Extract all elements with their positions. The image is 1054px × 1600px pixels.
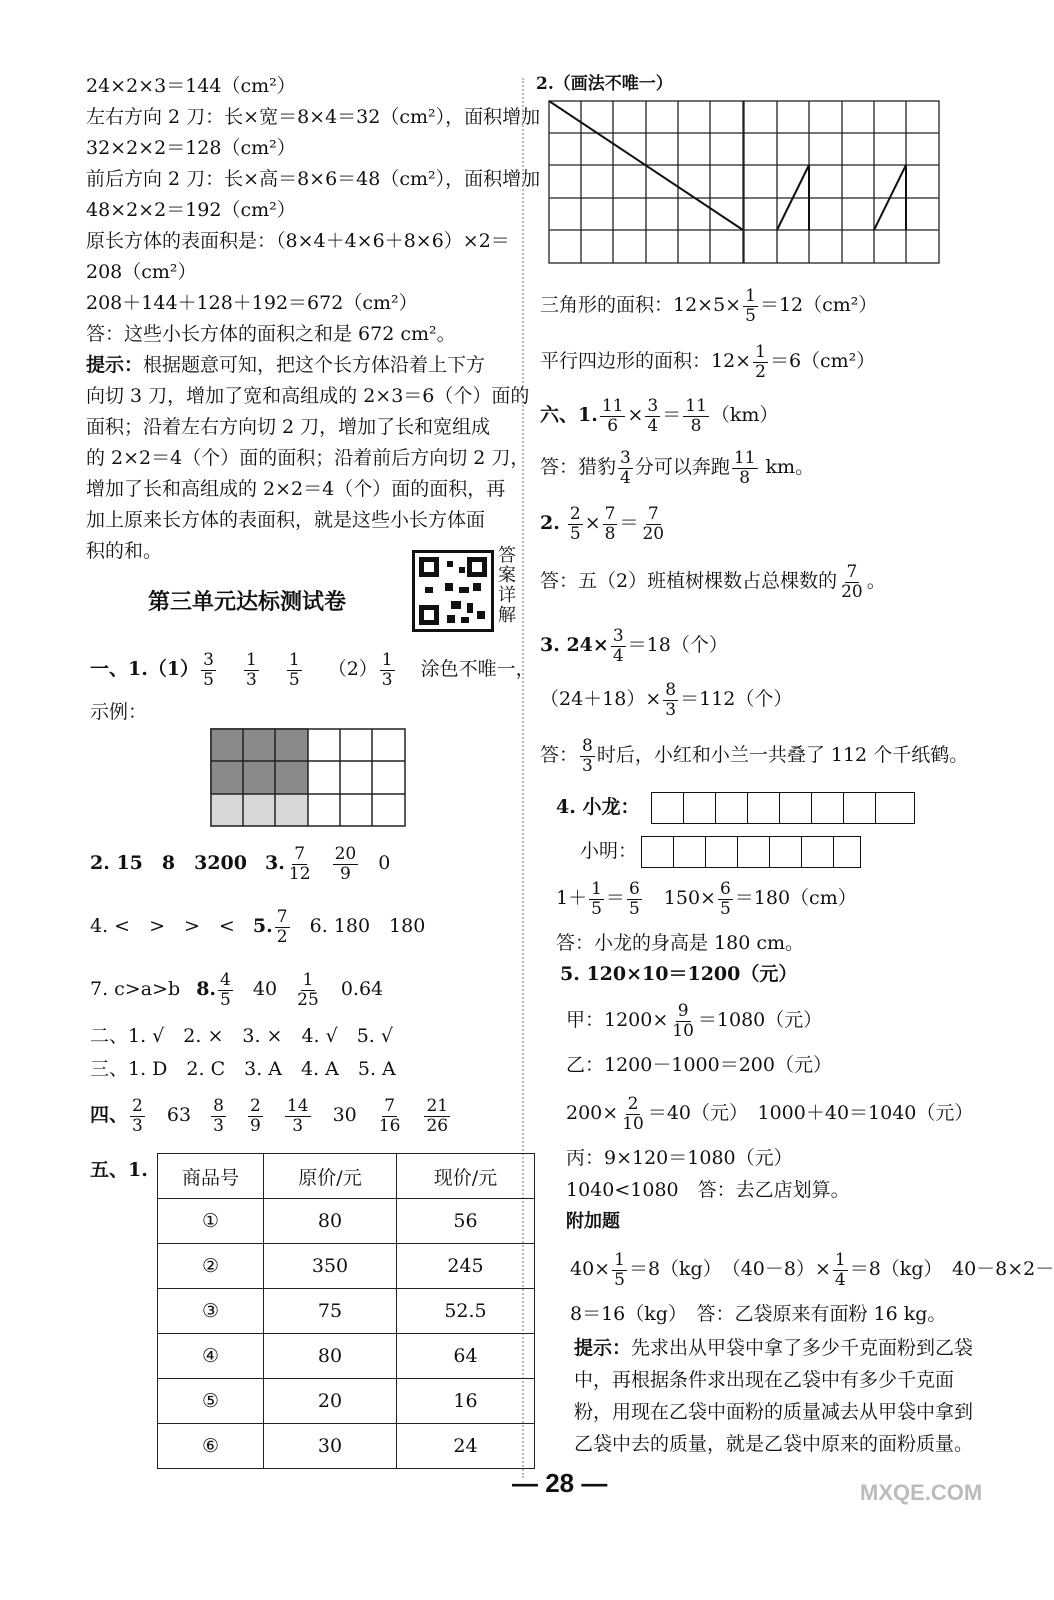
section-5-label: 五、1. — [90, 1159, 148, 1181]
text-line: 24×2×3＝144（cm²） — [86, 75, 296, 97]
q1-note: 涂色不唯一， — [420, 658, 535, 680]
table-row — [158, 1379, 535, 1424]
fraction: $\frac{4}{5}$ — [220, 969, 231, 1010]
answer-3 — [540, 732, 968, 778]
q8-value: 0.64 — [340, 978, 384, 1000]
section-3: 三、1. D 2. C 3. A 4. A 5. A — [90, 1058, 396, 1080]
table-cell: ② — [158, 1244, 264, 1289]
text: ＝112（个） — [680, 688, 793, 710]
value: 30 — [332, 1104, 357, 1126]
tip-line: 增加了长和高组成的 2×2＝4（个）面的面积，再 — [86, 478, 506, 500]
fraction: $\frac{1}{5}$ — [591, 878, 602, 919]
table-header-row — [158, 1154, 535, 1199]
text: 1＋ — [556, 887, 588, 909]
compare-line: 1040<1080 答：去乙店划算。 — [566, 1179, 850, 1201]
text: ＝8（kg） 40－8×2－ — [849, 1258, 1054, 1280]
table-row — [158, 1199, 535, 1244]
fraction: $\frac{2}{5}$ — [569, 503, 581, 544]
tip-line: 中，再根据条件求出现在乙袋中有多少千克面 — [574, 1369, 955, 1391]
text: ＝12（cm²） — [759, 294, 878, 316]
text: 3. 24× — [540, 634, 609, 656]
text: 答：猎豹 — [540, 456, 617, 478]
drawing-grid — [548, 100, 744, 265]
table-cell: 16 — [397, 1379, 535, 1424]
tip-label: 提示： — [574, 1337, 632, 1359]
answer-2 — [540, 558, 886, 604]
table-cell: 30 — [264, 1424, 397, 1469]
fraction: $\frac{1}{25}$ — [297, 969, 319, 1010]
fraction: $\frac{11}{6}$ — [601, 395, 624, 436]
q1-example: 示例： — [90, 701, 148, 723]
tip-line: 的 2×2＝4（个）面的面积；沿着前后方向切 2 刀， — [86, 447, 530, 469]
fraction: $\frac{1}{5}$ — [614, 1249, 625, 1290]
fraction: $\frac{1}{3}$ — [245, 649, 257, 690]
table-cell: ⑤ — [158, 1379, 264, 1424]
q2-text: 2. 15 8 3200 — [90, 852, 247, 874]
text: ＝6（cm²） — [769, 350, 876, 372]
bar-model — [641, 836, 861, 868]
text: （km） — [710, 404, 779, 426]
fraction: $\frac{8}{3}$ — [665, 679, 677, 720]
table-cell: 245 — [397, 1244, 535, 1289]
fraction: $\frac{1}{4}$ — [834, 1249, 846, 1290]
triangle-area — [540, 282, 877, 328]
tip-text: 先求出从甲袋中拿了多少千克面粉到乙袋 — [631, 1337, 974, 1359]
q4-text: 4. < > > < — [90, 915, 235, 937]
text: km。 — [765, 456, 815, 478]
fraction: $\frac{3}{4}$ — [620, 447, 631, 488]
table-cell: ③ — [158, 1289, 264, 1334]
fraction: $\frac{7}{16}$ — [378, 1095, 401, 1136]
table-cell: 24 — [397, 1424, 535, 1469]
fraction: $\frac{14}{3}$ — [286, 1095, 309, 1136]
table-cell: 64 — [397, 1334, 535, 1379]
q1-line — [90, 647, 535, 691]
section-4-label: 四、 — [90, 1104, 129, 1126]
jia-line — [566, 997, 822, 1043]
table-row — [158, 1289, 535, 1334]
label: 4. 小龙： — [556, 796, 640, 818]
text: 三角形的面积：12×5× — [540, 294, 742, 316]
text: 时后，小红和小兰一共叠了 112 个千纸鹤。 — [596, 744, 969, 766]
section-2: 二、1. √ 2. × 3. × 4. √ 5. √ — [90, 1025, 393, 1047]
text: 40× — [570, 1258, 611, 1280]
q5-label: 5. — [252, 915, 273, 937]
s6-q4-calc: 1＋ $\frac{1}{5}$ ＝ $\frac{6}{5}$ 150× $\frac{6}{5}$ ＝180（cm） — [556, 878, 857, 919]
q6-text: 6. 180 180 — [309, 915, 426, 937]
fraction: $\frac{3}{4}$ — [612, 625, 624, 666]
tip-line — [86, 353, 485, 377]
tip-line: 粉，用现在乙袋中面粉的质量减去从甲袋中拿到 — [574, 1401, 974, 1423]
text: 甲：1200× — [566, 1009, 669, 1031]
tip-text: 根据题意可知，把这个长方体沿着上下方 — [143, 354, 486, 376]
xiaoming-bar — [580, 836, 861, 868]
tip-line: 加上原来长方体的表面积，就是这些小长方体面 — [86, 509, 486, 531]
fraction: $\frac{1}{2}$ — [755, 341, 766, 382]
q3-value: 0 — [378, 852, 391, 874]
label: 2. — [540, 512, 560, 534]
fraction: $\frac{6}{5}$ — [719, 878, 731, 919]
fraction: $\frac{11}{8}$ — [685, 395, 707, 436]
table-cell: 20 — [264, 1379, 397, 1424]
text: 200× — [566, 1102, 619, 1124]
tip-line: 向切 3 刀，增加了宽和高组成的 2×3＝6（个）面的 — [86, 385, 530, 407]
fraction: $\frac{1}{5}$ — [745, 285, 756, 326]
table-cell: 75 — [264, 1289, 397, 1334]
fraction: $\frac{7}{8}$ — [604, 503, 616, 544]
table-row — [158, 1334, 535, 1379]
table-header: 商品号 — [158, 1154, 264, 1199]
text: ＝8（kg） （40－8）× — [628, 1258, 831, 1280]
watermark: MXQE.COM — [860, 1480, 983, 1505]
section-title: 第三单元达标测试卷 — [148, 589, 347, 615]
fraction: $\frac{7}{12}$ — [288, 843, 311, 884]
s6-q5: 5. 120×10＝1200（元） — [560, 963, 798, 985]
text-line: 左右方向 2 刀：长×宽＝8×4＝32（cm²），面积增加 — [86, 106, 541, 128]
fraction: $\frac{7}{2}$ — [276, 906, 288, 947]
answer-1 — [540, 444, 814, 490]
bar-model — [651, 792, 915, 824]
fraction: $\frac{9}{10}$ — [672, 1000, 694, 1041]
xiaolong-bar — [556, 792, 915, 824]
label: 小明： — [580, 840, 638, 862]
fraction: $\frac{2}{10}$ — [622, 1093, 644, 1134]
value: 63 — [166, 1104, 192, 1126]
q2-line — [90, 840, 390, 886]
text: 答：五（2）班植树棵数占总棵数的 — [540, 570, 838, 592]
text: 。 — [866, 570, 886, 592]
table-cell: 80 — [264, 1334, 397, 1379]
q7-text: 7. c>a>b — [90, 978, 181, 1000]
extra-answer: 8＝16（kg） 答：乙袋原来有面粉 16 kg。 — [570, 1303, 947, 1325]
shaded-grid — [210, 728, 406, 828]
q3-label: 3. — [265, 852, 285, 874]
yi-line: 乙：1200－1000＝200（元） — [566, 1054, 832, 1076]
tip-line — [574, 1336, 973, 1360]
text: ＝180（cm） — [734, 887, 857, 909]
q4-line — [90, 903, 425, 949]
fraction: $\frac{3}{4}$ — [647, 395, 659, 436]
tip-line: 乙袋中去的质量，就是乙袋中原来的面粉质量。 — [574, 1433, 974, 1455]
fraction: $\frac{3}{5}$ — [203, 649, 214, 690]
fraction: $\frac{8}{3}$ — [213, 1095, 224, 1136]
text: 答： — [540, 744, 579, 766]
table-cell: ⑥ — [158, 1424, 264, 1469]
s6-q1: 六、1. $\frac{11}{6}$ × $\frac{3}{4}$ ＝ $\frac{11}{8}$ （km） — [540, 395, 779, 436]
qr-code[interactable] — [412, 550, 494, 632]
q8-label: 8. — [196, 978, 217, 1000]
drawing-grid — [744, 100, 940, 265]
table-cell: ④ — [158, 1334, 264, 1379]
tip-line: 面积；沿着左右方向切 2 刀，增加了长和宽组成 — [86, 416, 491, 438]
fraction: $\frac{11}{8}$ — [733, 447, 756, 488]
q8-value: 40 — [252, 978, 278, 1000]
fraction: $\frac{2}{9}$ — [250, 1095, 261, 1136]
text: ＝40（元） 1000＋40＝1040（元） — [647, 1102, 974, 1124]
tip-line: 积的和。 — [86, 540, 163, 562]
price-table — [157, 1153, 535, 1469]
page-number: — 28 — — [512, 1468, 608, 1498]
text-line: 48×2×2＝192（cm²） — [86, 199, 296, 221]
s6-q2: 2. $\frac{2}{5}$ × $\frac{7}{8}$ ＝ $\frac{7}{20}$ — [540, 503, 665, 544]
answer-line: 答：这些小长方体的面积之和是 672 cm²。 — [86, 323, 456, 345]
fraction: $\frac{1}{5}$ — [288, 649, 300, 690]
q1-part2: （2） — [327, 658, 378, 680]
calc-line — [566, 1090, 973, 1136]
fraction: $\frac{7}{20}$ — [642, 503, 665, 544]
text-line: 原长方体的表面积是：（8×4＋4×6＋8×6）×2＝ — [86, 230, 510, 252]
parallelogram-area — [540, 338, 875, 384]
right-q2: 2.（画法不唯一） — [536, 74, 673, 94]
fraction: $\frac{20}{9}$ — [334, 843, 357, 884]
table-cell: 56 — [397, 1199, 535, 1244]
fraction: $\frac{1}{3}$ — [381, 649, 393, 690]
text-line: 前后方向 2 刀：长×高＝8×6＝48（cm²），面积增加 — [86, 168, 541, 190]
fraction: $\frac{6}{5}$ — [628, 878, 640, 919]
text: ＝18（个） — [627, 634, 728, 656]
fraction: $\frac{8}{3}$ — [582, 735, 593, 776]
table-cell: 350 — [264, 1244, 397, 1289]
text-line: 208（cm²） — [86, 261, 197, 283]
text-line: 208＋144＋128＋192＝672（cm²） — [86, 292, 418, 314]
q7-line — [90, 966, 383, 1012]
text: ＝1080（元） — [697, 1009, 823, 1031]
bing-line: 丙：9×120＝1080（元） — [566, 1147, 793, 1169]
fraction: $\frac{7}{20}$ — [841, 561, 863, 602]
table-header: 原价/元 — [264, 1154, 397, 1199]
table-cell: ① — [158, 1199, 264, 1244]
table-row — [158, 1244, 535, 1289]
text: 平行四边形的面积：12× — [540, 350, 752, 372]
qr-caption: 答案详解 — [498, 545, 516, 626]
s6-q3 — [540, 622, 728, 668]
fraction: $\frac{21}{26}$ — [426, 1095, 449, 1136]
text: 150× — [663, 887, 716, 909]
fraction: $\frac{2}{3}$ — [132, 1095, 143, 1136]
extra-title: 附加题 — [566, 1211, 620, 1232]
text: （24＋18）× — [540, 688, 662, 710]
answer-4: 答：小龙的身高是 180 cm。 — [556, 932, 805, 954]
section-4 — [90, 1092, 452, 1138]
table-cell: 52.5 — [397, 1289, 535, 1334]
tip-label: 提示： — [86, 354, 144, 376]
table-row — [158, 1424, 535, 1469]
text: 分可以奔跑 — [634, 456, 730, 478]
s6-q3b — [540, 676, 792, 722]
table-header: 现价/元 — [397, 1154, 535, 1199]
extra-calc — [570, 1246, 1054, 1292]
q1-label: 一、1.（1） — [90, 658, 200, 680]
text-line: 32×2×2＝128（cm²） — [86, 137, 296, 159]
label: 六、1. — [540, 404, 598, 426]
table-cell: 80 — [264, 1199, 397, 1244]
